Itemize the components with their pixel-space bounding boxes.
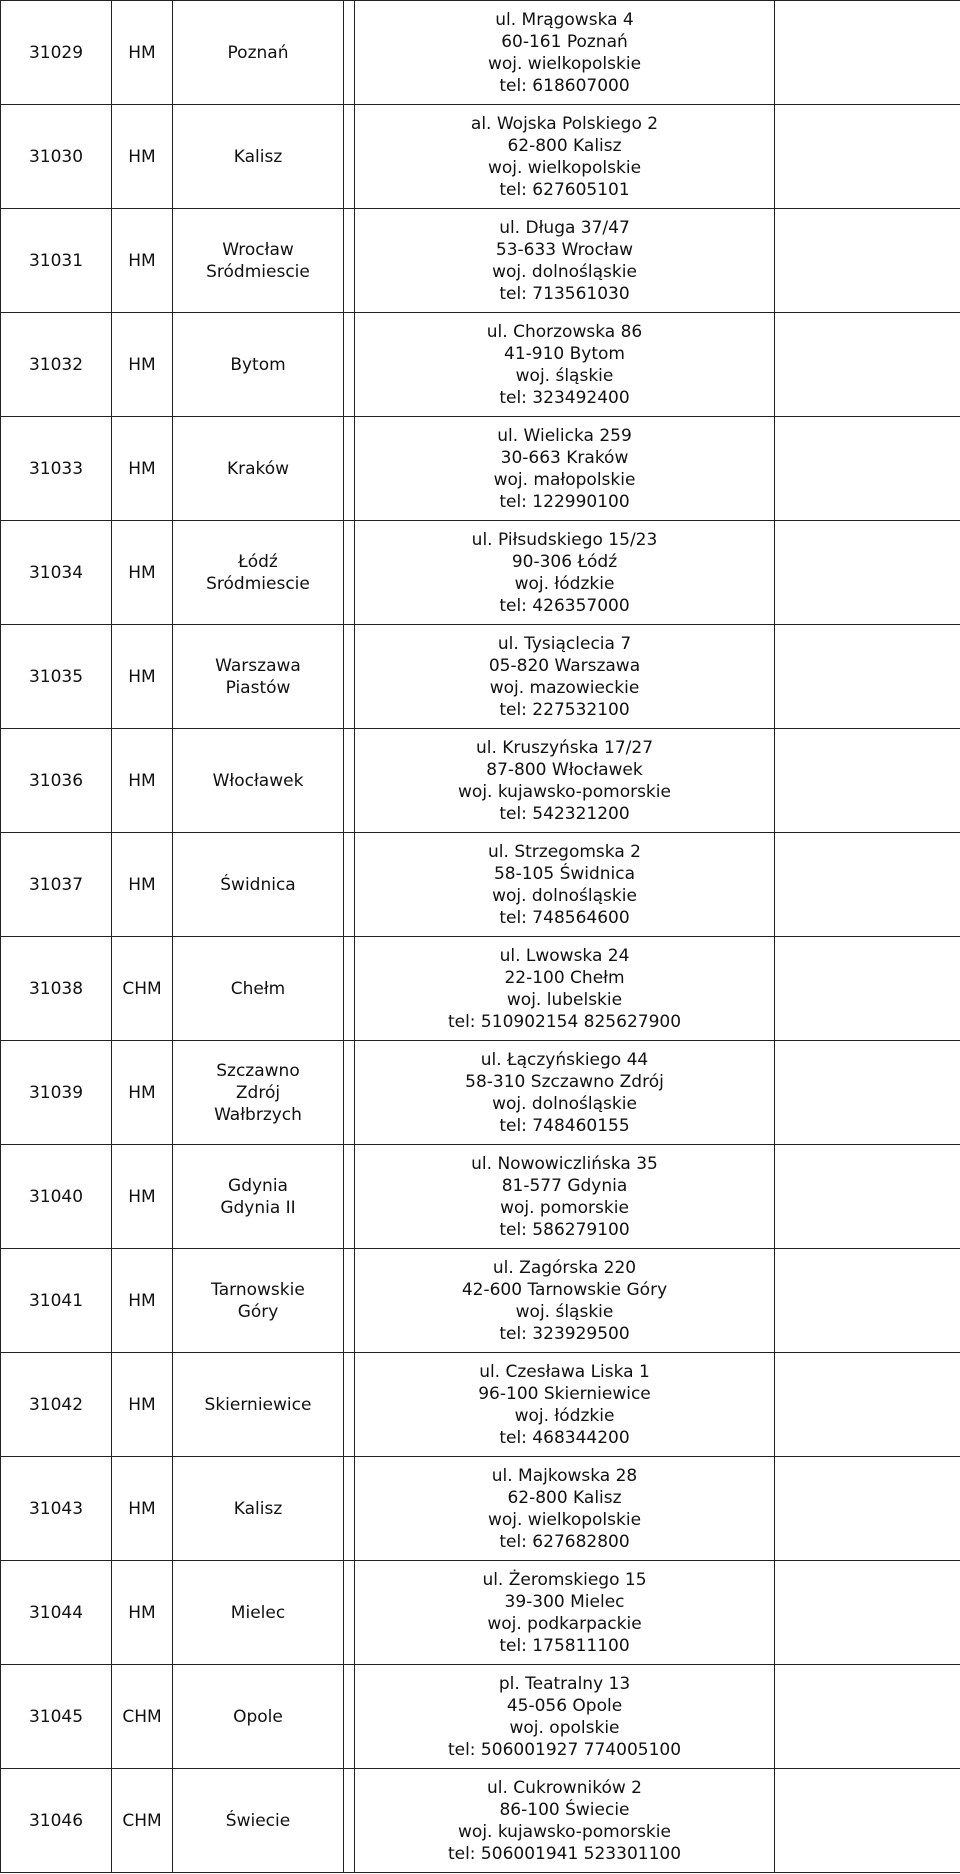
- office-type-cell: HM: [112, 209, 173, 313]
- empty-cell: [775, 1145, 960, 1249]
- office-code-cell: 31039: [1, 1041, 112, 1145]
- office-address-cell: [355, 417, 775, 521]
- office-code-cell: 31046: [1, 1769, 112, 1873]
- address-line: 60-161 Poznań: [501, 31, 628, 52]
- address-line: woj. śląskie: [515, 365, 614, 386]
- empty-cell: [344, 1145, 355, 1249]
- address-line: ul. Łączyńskiego 44: [480, 1049, 649, 1070]
- city-line: Szczawno: [216, 1060, 300, 1081]
- table-row: [1, 1145, 960, 1249]
- address-line: tel: 586279100: [499, 1219, 630, 1240]
- city-line: Tarnowskie: [211, 1279, 305, 1300]
- address-line: woj. dolnośląskie: [492, 261, 637, 282]
- address-line: ul. Czesława Liska 1: [479, 1361, 650, 1382]
- empty-cell: [344, 729, 355, 833]
- table-row: [1, 1561, 960, 1665]
- empty-cell: [775, 1457, 960, 1561]
- address-line: ul. Chorzowska 86: [486, 321, 643, 342]
- address-line: tel: 323929500: [499, 1323, 630, 1344]
- office-code-cell: 31032: [1, 313, 112, 417]
- address-line: 05-820 Warszawa: [488, 655, 641, 676]
- table-row: [1, 1353, 960, 1457]
- empty-cell: [775, 729, 960, 833]
- address-line: tel: 468344200: [499, 1427, 630, 1448]
- office-type-cell: HM: [112, 1145, 173, 1249]
- office-city-cell: [173, 1145, 344, 1249]
- empty-cell: [344, 1457, 355, 1561]
- address-line: tel: 713561030: [499, 283, 630, 304]
- office-type-cell: HM: [112, 313, 173, 417]
- office-city-cell: [173, 833, 344, 937]
- address-line: 39-300 Mielec: [504, 1591, 625, 1612]
- address-line: ul. Lwowska 24: [499, 945, 630, 966]
- city-line: Gdynia II: [220, 1197, 296, 1218]
- address-line: 81-577 Gdynia: [501, 1175, 628, 1196]
- address-line: ul. Żeromskiego 15: [482, 1569, 647, 1590]
- city-line: Góry: [237, 1301, 279, 1322]
- office-city-cell: [173, 625, 344, 729]
- address-line: tel: 510902154 825627900: [447, 1011, 682, 1032]
- empty-cell: [344, 209, 355, 313]
- office-city-cell: [173, 1, 344, 105]
- office-code-cell: 31035: [1, 625, 112, 729]
- empty-cell: [344, 1249, 355, 1353]
- address-line: woj. pomorskie: [500, 1197, 629, 1218]
- city-line: Zdrój: [235, 1082, 281, 1103]
- empty-cell: [775, 1249, 960, 1353]
- office-code-cell: 31031: [1, 209, 112, 313]
- empty-cell: [775, 833, 960, 937]
- empty-cell: [775, 1769, 960, 1873]
- office-city-cell: [173, 1769, 344, 1873]
- table-row: [1, 625, 960, 729]
- address-line: ul. Strzegomska 2: [488, 841, 641, 862]
- address-line: woj. małopolskie: [493, 469, 636, 490]
- address-line: tel: 122990100: [499, 491, 630, 512]
- empty-cell: [775, 417, 960, 521]
- office-city-cell: [173, 313, 344, 417]
- city-line: Świecie: [225, 1810, 291, 1831]
- office-address-cell: [355, 1041, 775, 1145]
- address-line: woj. podkarpackie: [487, 1613, 642, 1634]
- empty-cell: [775, 313, 960, 417]
- empty-cell: [344, 417, 355, 521]
- address-line: tel: 175811100: [499, 1635, 630, 1656]
- office-code-cell: 31030: [1, 105, 112, 209]
- address-line: ul. Tysiąclecia 7: [497, 633, 632, 654]
- address-line: tel: 506001941 523301100: [447, 1843, 682, 1864]
- address-line: 30-663 Kraków: [500, 447, 629, 468]
- office-city-cell: [173, 729, 344, 833]
- office-type-cell: HM: [112, 1457, 173, 1561]
- office-address-cell: [355, 1145, 775, 1249]
- office-address-cell: [355, 1249, 775, 1353]
- address-line: ul. Majkowska 28: [491, 1465, 638, 1486]
- office-address-cell: [355, 1665, 775, 1769]
- office-address-cell: [355, 1457, 775, 1561]
- office-address-cell: [355, 833, 775, 937]
- office-type-cell: HM: [112, 1249, 173, 1353]
- address-line: tel: 323492400: [499, 387, 630, 408]
- office-city-cell: [173, 417, 344, 521]
- city-line: Wałbrzych: [214, 1104, 302, 1125]
- table-row: [1, 521, 960, 625]
- office-city-cell: [173, 521, 344, 625]
- address-line: woj. kujawsko-pomorskie: [458, 1821, 671, 1842]
- empty-cell: [775, 105, 960, 209]
- table-row: [1, 1, 960, 105]
- address-line: ul. Wielicka 259: [497, 425, 632, 446]
- office-type-cell: CHM: [112, 1665, 173, 1769]
- empty-cell: [344, 1561, 355, 1665]
- city-line: Gdynia: [228, 1175, 288, 1196]
- office-address-cell: [355, 937, 775, 1041]
- office-code-cell: 31044: [1, 1561, 112, 1665]
- city-line: Świdnica: [220, 874, 296, 895]
- office-address-cell: [355, 521, 775, 625]
- empty-cell: [344, 937, 355, 1041]
- table-row: [1, 313, 960, 417]
- address-line: tel: 627682800: [499, 1531, 630, 1552]
- address-line: woj. mazowieckie: [489, 677, 640, 698]
- address-line: woj. łódzkie: [514, 573, 615, 594]
- office-address-cell: [355, 1561, 775, 1665]
- office-type-cell: HM: [112, 1, 173, 105]
- table-row: [1, 1457, 960, 1561]
- address-line: 96-100 Skierniewice: [478, 1383, 651, 1404]
- empty-cell: [775, 1665, 960, 1769]
- empty-cell: [344, 313, 355, 417]
- empty-cell: [344, 521, 355, 625]
- office-type-cell: CHM: [112, 1769, 173, 1873]
- empty-cell: [344, 833, 355, 937]
- office-city-cell: [173, 209, 344, 313]
- address-line: woj. wielkopolskie: [487, 157, 642, 178]
- table-row: [1, 937, 960, 1041]
- office-code-cell: 31042: [1, 1353, 112, 1457]
- office-type-cell: HM: [112, 625, 173, 729]
- address-line: tel: 748564600: [499, 907, 630, 928]
- office-address-cell: [355, 729, 775, 833]
- address-line: ul. Kruszyńska 17/27: [475, 737, 654, 758]
- office-type-cell: CHM: [112, 937, 173, 1041]
- address-line: 22-100 Chełm: [504, 967, 625, 988]
- empty-cell: [775, 937, 960, 1041]
- address-line: woj. kujawsko-pomorskie: [458, 781, 671, 802]
- office-city-cell: [173, 1041, 344, 1145]
- office-type-cell: HM: [112, 1041, 173, 1145]
- office-city-cell: [173, 1353, 344, 1457]
- office-address-cell: [355, 1353, 775, 1457]
- city-line: Łódź: [238, 551, 278, 572]
- address-line: woj. opolskie: [509, 1717, 620, 1738]
- office-address-cell: [355, 1, 775, 105]
- office-city-cell: [173, 937, 344, 1041]
- office-code-cell: 31045: [1, 1665, 112, 1769]
- address-line: tel: 618607000: [499, 75, 630, 96]
- city-line: Chełm: [230, 978, 286, 999]
- office-city-cell: [173, 1561, 344, 1665]
- empty-cell: [775, 1561, 960, 1665]
- address-line: 87-800 Włocławek: [486, 759, 643, 780]
- address-line: al. Wojska Polskiego 2: [470, 113, 659, 134]
- office-address-cell: [355, 313, 775, 417]
- city-line: Włocławek: [212, 770, 304, 791]
- empty-cell: [775, 209, 960, 313]
- address-line: pl. Teatralny 13: [498, 1673, 631, 1694]
- office-city-cell: [173, 1249, 344, 1353]
- address-line: woj. śląskie: [515, 1301, 614, 1322]
- office-type-cell: HM: [112, 729, 173, 833]
- office-type-cell: HM: [112, 833, 173, 937]
- address-line: woj. dolnośląskie: [492, 885, 637, 906]
- address-line: woj. dolnośląskie: [492, 1093, 637, 1114]
- address-line: 42-600 Tarnowskie Góry: [461, 1279, 668, 1300]
- office-code-cell: 31029: [1, 1, 112, 105]
- office-address-cell: [355, 209, 775, 313]
- address-line: ul. Piłsudskiego 15/23: [471, 529, 658, 550]
- city-line: Kalisz: [233, 1498, 283, 1519]
- office-address-cell: [355, 625, 775, 729]
- address-line: ul. Cukrowników 2: [487, 1777, 642, 1798]
- address-line: ul. Długa 37/47: [499, 217, 630, 238]
- office-city-cell: [173, 1665, 344, 1769]
- address-line: woj. lubelskie: [506, 989, 623, 1010]
- table-row: [1, 105, 960, 209]
- table-row: [1, 1249, 960, 1353]
- address-line: tel: 542321200: [499, 803, 630, 824]
- table-row: [1, 833, 960, 937]
- empty-cell: [775, 1041, 960, 1145]
- table-row: [1, 1769, 960, 1873]
- office-type-cell: HM: [112, 417, 173, 521]
- empty-cell: [344, 1769, 355, 1873]
- office-address-cell: [355, 1769, 775, 1873]
- office-code-cell: 31040: [1, 1145, 112, 1249]
- city-line: Sródmiescie: [206, 261, 310, 282]
- office-code-cell: 31033: [1, 417, 112, 521]
- address-line: 90-306 Łódź: [511, 551, 618, 572]
- table-row: [1, 209, 960, 313]
- address-line: tel: 227532100: [499, 699, 630, 720]
- address-line: ul. Zagórska 220: [492, 1257, 637, 1278]
- city-line: Mielec: [230, 1602, 286, 1623]
- address-line: 45-056 Opole: [506, 1695, 623, 1716]
- address-line: tel: 627605101: [499, 179, 630, 200]
- empty-cell: [775, 625, 960, 729]
- city-line: Piastów: [225, 677, 291, 698]
- office-code-cell: 31037: [1, 833, 112, 937]
- address-line: 58-105 Świdnica: [493, 863, 636, 884]
- empty-cell: [344, 1041, 355, 1145]
- office-type-cell: HM: [112, 1353, 173, 1457]
- city-line: Opole: [233, 1706, 283, 1727]
- empty-cell: [775, 521, 960, 625]
- empty-cell: [775, 1, 960, 105]
- address-line: woj. wielkopolskie: [487, 1509, 642, 1530]
- address-line: ul. Nowowiczlińska 35: [471, 1153, 658, 1174]
- office-code-cell: 31036: [1, 729, 112, 833]
- address-line: woj. wielkopolskie: [487, 53, 642, 74]
- empty-cell: [344, 1, 355, 105]
- offices-table-body: [1, 1, 960, 1873]
- empty-cell: [344, 105, 355, 209]
- city-line: Bytom: [230, 354, 286, 375]
- table-row: [1, 417, 960, 521]
- table-row: [1, 729, 960, 833]
- city-line: Wrocław: [222, 239, 294, 260]
- city-line: Sródmiescie: [206, 573, 310, 594]
- address-line: woj. łódzkie: [514, 1405, 615, 1426]
- table-row: [1, 1041, 960, 1145]
- address-line: 86-100 Świecie: [499, 1799, 630, 1820]
- office-city-cell: [173, 105, 344, 209]
- empty-cell: [344, 1353, 355, 1457]
- office-code-cell: 31043: [1, 1457, 112, 1561]
- empty-cell: [344, 625, 355, 729]
- address-line: 58-310 Szczawno Zdrój: [465, 1071, 664, 1092]
- empty-cell: [344, 1665, 355, 1769]
- address-line: 41-910 Bytom: [504, 343, 625, 364]
- city-line: Poznań: [227, 42, 289, 63]
- city-line: Kalisz: [233, 146, 283, 167]
- address-line: 62-800 Kalisz: [507, 1487, 622, 1508]
- office-type-cell: HM: [112, 521, 173, 625]
- office-type-cell: HM: [112, 105, 173, 209]
- office-code-cell: 31041: [1, 1249, 112, 1353]
- table-row: [1, 1665, 960, 1769]
- office-address-cell: [355, 105, 775, 209]
- office-city-cell: [173, 1457, 344, 1561]
- office-type-cell: HM: [112, 1561, 173, 1665]
- address-line: tel: 506001927 774005100: [447, 1739, 682, 1760]
- address-line: tel: 426357000: [499, 595, 630, 616]
- city-line: Skierniewice: [204, 1394, 312, 1415]
- address-line: tel: 748460155: [499, 1115, 630, 1136]
- address-line: ul. Mrągowska 4: [495, 9, 634, 30]
- empty-cell: [775, 1353, 960, 1457]
- office-code-cell: 31038: [1, 937, 112, 1041]
- address-line: 62-800 Kalisz: [507, 135, 622, 156]
- city-line: Warszawa: [215, 655, 301, 676]
- address-line: 53-633 Wrocław: [495, 239, 634, 260]
- office-code-cell: 31034: [1, 521, 112, 625]
- city-line: Kraków: [226, 458, 290, 479]
